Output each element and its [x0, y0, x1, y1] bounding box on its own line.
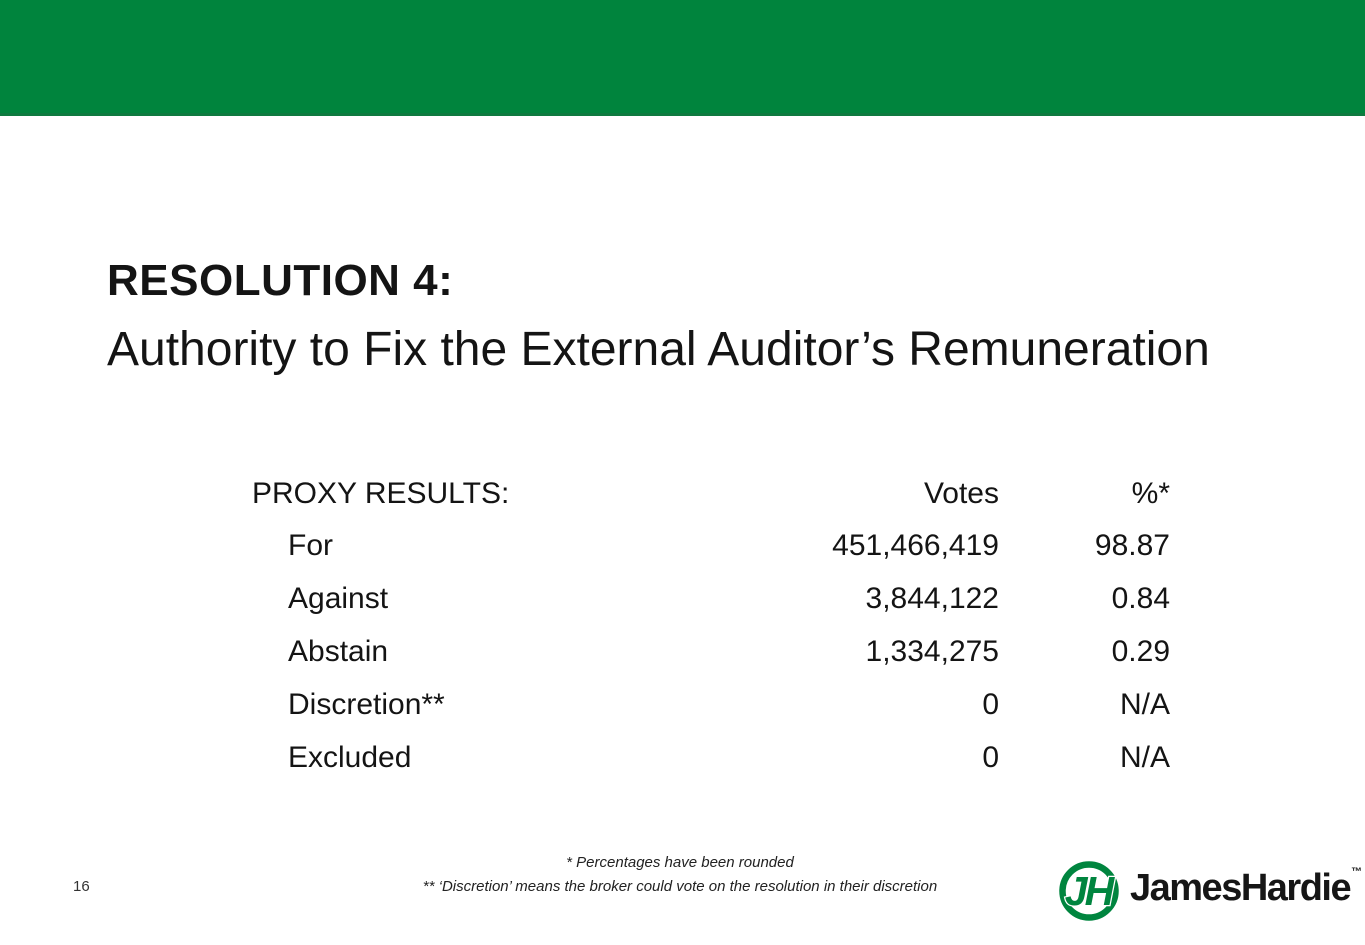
table-header-votes: Votes [923, 477, 999, 510]
row-votes: 1,334,275 [865, 634, 999, 668]
row-label: Discretion** [288, 687, 445, 721]
table-row [252, 572, 1170, 625]
table-row [252, 625, 1170, 678]
row-percent: 98.87 [1094, 528, 1170, 562]
page-number: 16 [73, 878, 90, 895]
header-bar [0, 0, 1365, 116]
jh-monogram-text: JH [1064, 868, 1112, 914]
table-row [252, 678, 1170, 731]
row-percent: N/A [1119, 687, 1170, 721]
james-hardie-monogram-icon [1056, 858, 1122, 924]
proxy-results-table [252, 469, 1170, 784]
slide-title: RESOLUTION 4: [107, 256, 454, 305]
row-percent: 0.84 [1111, 581, 1170, 615]
row-votes: 0 [982, 687, 999, 721]
row-votes: 0 [982, 740, 999, 774]
table-header-row [252, 469, 1170, 519]
row-percent: N/A [1119, 740, 1170, 774]
table-header-percent: %* [1131, 477, 1170, 510]
wordmark-text: JamesHardie [1130, 866, 1351, 909]
slide-subtitle: Authority to Fix the External Auditor’s Remuneration [107, 323, 1210, 377]
row-votes: 451,466,419 [832, 528, 999, 562]
title-block [107, 256, 1307, 377]
footnote-discretion: ** ‘Discretion’ means the broker could vote on the resolution in their discretion [422, 878, 938, 895]
row-label: Against [288, 581, 389, 615]
footnote-rounded: * Percentages have been rounded [566, 854, 794, 871]
table-header-label: PROXY RESULTS: [252, 477, 510, 510]
footnotes [330, 851, 1030, 899]
table-row [252, 519, 1170, 572]
row-votes: 3,844,122 [865, 581, 999, 615]
james-hardie-logo [1056, 858, 1362, 924]
trademark-symbol: ™ [1351, 865, 1363, 878]
table-row [252, 731, 1170, 784]
row-label: For [288, 528, 333, 562]
james-hardie-wordmark [1130, 867, 1362, 910]
row-label: Abstain [288, 634, 389, 668]
row-label: Excluded [288, 740, 412, 774]
row-percent: 0.29 [1111, 634, 1170, 668]
